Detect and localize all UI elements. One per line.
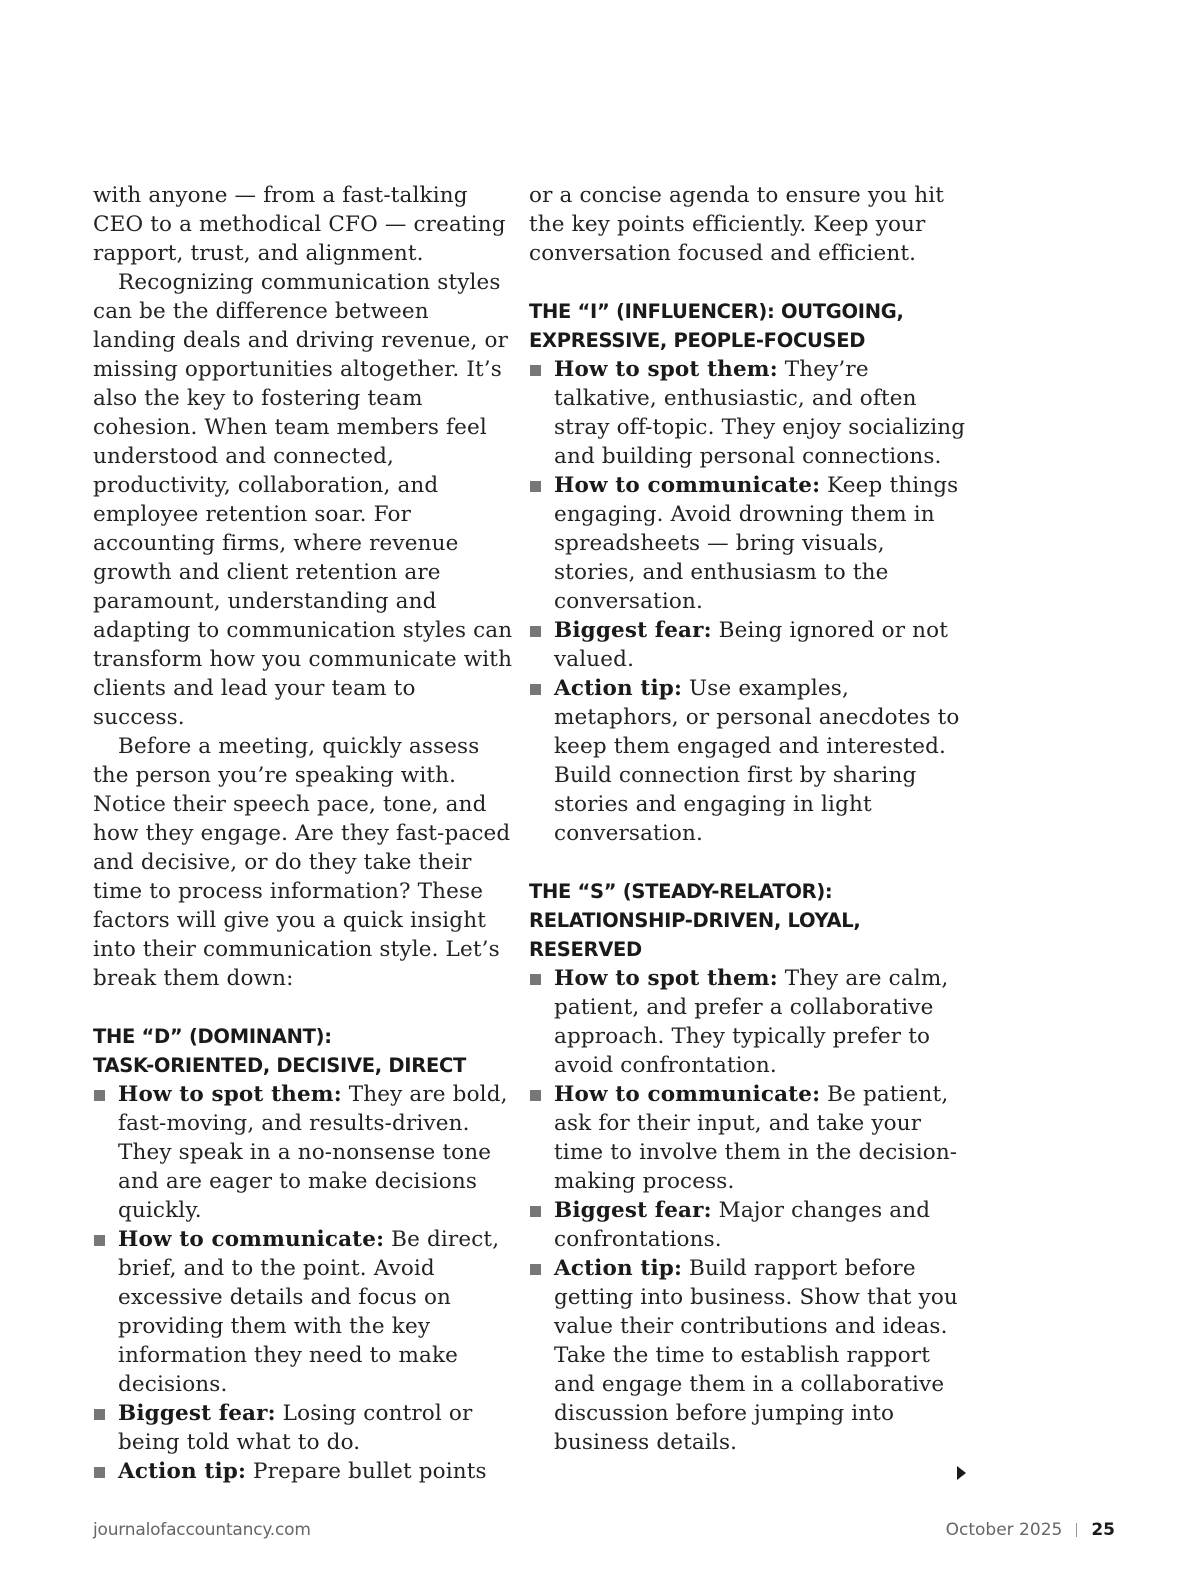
heading-line: THE “D” (DOMINANT): <box>93 1025 332 1048</box>
square-bullet-icon <box>530 974 541 985</box>
list-item <box>529 355 969 471</box>
bullet-text: Build rapport before getting into business. Show that you value their contributions and ideas. Take the time to establish rapport and engage them in a collaborative discussion before jumping into business details. <box>554 1256 958 1455</box>
square-bullet-icon <box>94 1409 105 1420</box>
bullet-text: Being ignored or not valued. <box>554 618 949 672</box>
square-bullet-icon <box>530 1090 541 1101</box>
heading-line: THE “S” (STEADY-RELATOR): <box>529 880 833 903</box>
bullet-text: Prepare bullet points <box>253 1459 487 1484</box>
square-bullet-icon <box>530 684 541 695</box>
square-bullet-icon <box>530 1206 541 1217</box>
square-bullet-icon <box>94 1467 105 1478</box>
bullet-text: They are bold, fast-moving, and results-driven. They speak in a no-nonsense tone and are eager to make decisions quickly. <box>118 1082 508 1223</box>
heading-line: RESERVED <box>529 938 642 961</box>
bullet-text: Be patient, ask for their input, and take your time to involve them in the decision-making process. <box>554 1082 958 1194</box>
bullet-label: Action tip: <box>554 1256 683 1281</box>
list-item <box>529 674 969 848</box>
left-column <box>93 181 513 1486</box>
heading-line: RELATIONSHIP-DRIVEN, LOYAL, <box>529 909 861 932</box>
bullet-text: Major changes and confrontations. <box>554 1198 931 1252</box>
square-bullet-icon <box>94 1235 105 1246</box>
list-item <box>529 471 969 616</box>
heading-line: EXPRESSIVE, PEOPLE-FOCUSED <box>529 329 866 352</box>
bullet-text: Use examples, metaphors, or personal anecdotes to keep them engaged and interested. Build connection first by sharing stories and engaging in light conversation. <box>554 676 960 846</box>
square-bullet-icon <box>530 481 541 492</box>
list-item <box>529 616 969 674</box>
square-bullet-icon <box>530 365 541 376</box>
heading-line: TASK-ORIENTED, DECISIVE, DIRECT <box>93 1054 466 1077</box>
bullet-label: Biggest fear: <box>554 1198 712 1223</box>
bullet-label: How to communicate: <box>554 1082 821 1107</box>
bullet-list-d <box>93 1080 513 1486</box>
bullet-label: Biggest fear: <box>554 618 712 643</box>
bullet-text: Be direct, brief, and to the point. Avoid excessive details and focus on providing them with the key information they need to make decisions. <box>118 1227 500 1397</box>
bullet-list-i <box>529 355 969 848</box>
section-heading-s <box>529 877 969 964</box>
footer-divider <box>1076 1523 1077 1537</box>
right-column <box>529 181 969 1457</box>
bullet-label: How to spot them: <box>118 1082 342 1107</box>
footer-issue-info <box>946 1518 1115 1542</box>
bullet-text: Keep things engaging. Avoid drowning them in spreadsheets — bring visuals, stories, and enthusiasm to the conversation. <box>554 473 959 614</box>
square-bullet-icon <box>94 1090 105 1101</box>
bullet-label: Action tip: <box>554 676 683 701</box>
list-item <box>93 1399 513 1457</box>
footer-issue-date: October 2025 <box>945 1520 1063 1540</box>
list-item <box>93 1225 513 1399</box>
heading-line: THE “I” (INFLUENCER): OUTGOING, <box>529 300 904 323</box>
section-heading-d <box>93 1022 513 1080</box>
list-item <box>529 1080 969 1196</box>
list-item <box>93 1080 513 1225</box>
bullet-label: Action tip: <box>118 1459 247 1484</box>
bullet-label: Biggest fear: <box>118 1401 276 1426</box>
section-heading-i <box>529 297 969 355</box>
bullet-list-s <box>529 964 969 1457</box>
list-item <box>93 1457 513 1486</box>
bullet-text: Losing control or being told what to do. <box>118 1401 473 1455</box>
continue-arrow-icon <box>957 1466 966 1480</box>
bullet-label: How to communicate: <box>554 473 821 498</box>
footer-url: journalofaccountancy.com <box>93 1520 311 1540</box>
body-paragraph: with anyone — from a fast-talking CEO to a methodical CFO — creating rapport, trust, and alignment. <box>93 183 506 266</box>
body-paragraph: Recognizing communication styles can be the difference between landing deals and driving revenue, or missing opportunities altogether. It’s also the key to fostering team cohesion. When team members feel understood and connected, productivity, collaboration, and employee retention soar. For accounting firms, where revenue growth and client retention are paramount, understanding and adapting to communication styles can transform how you communicate with clients and lead your team to success. <box>93 270 513 730</box>
square-bullet-icon <box>530 1264 541 1275</box>
bullet-label: How to spot them: <box>554 357 778 382</box>
bullet-label: How to spot them: <box>554 966 778 991</box>
list-item <box>529 964 969 1080</box>
bullet-text: They’re talkative, enthusiastic, and often stray off-topic. They enjoy socializing and building personal connections. <box>554 357 966 469</box>
square-bullet-icon <box>530 626 541 637</box>
list-item <box>529 1196 969 1254</box>
bullet-label: How to communicate: <box>118 1227 385 1252</box>
body-paragraph: or a concise agenda to ensure you hit the key points efficiently. Keep your conversation focused and efficient. <box>529 183 945 266</box>
body-paragraph: Before a meeting, quickly assess the person you’re speaking with. Notice their speech pace, tone, and how they engage. Are they fast-paced and decisive, or do they take their time to process information? These factors will give you a quick insight into their communication style. Let’s break them down: <box>93 734 511 991</box>
page-number: 25 <box>1091 1520 1115 1540</box>
bullet-text: They are calm, patient, and prefer a collaborative approach. They typically prefer to avoid confrontation. <box>554 966 949 1078</box>
list-item <box>529 1254 969 1457</box>
